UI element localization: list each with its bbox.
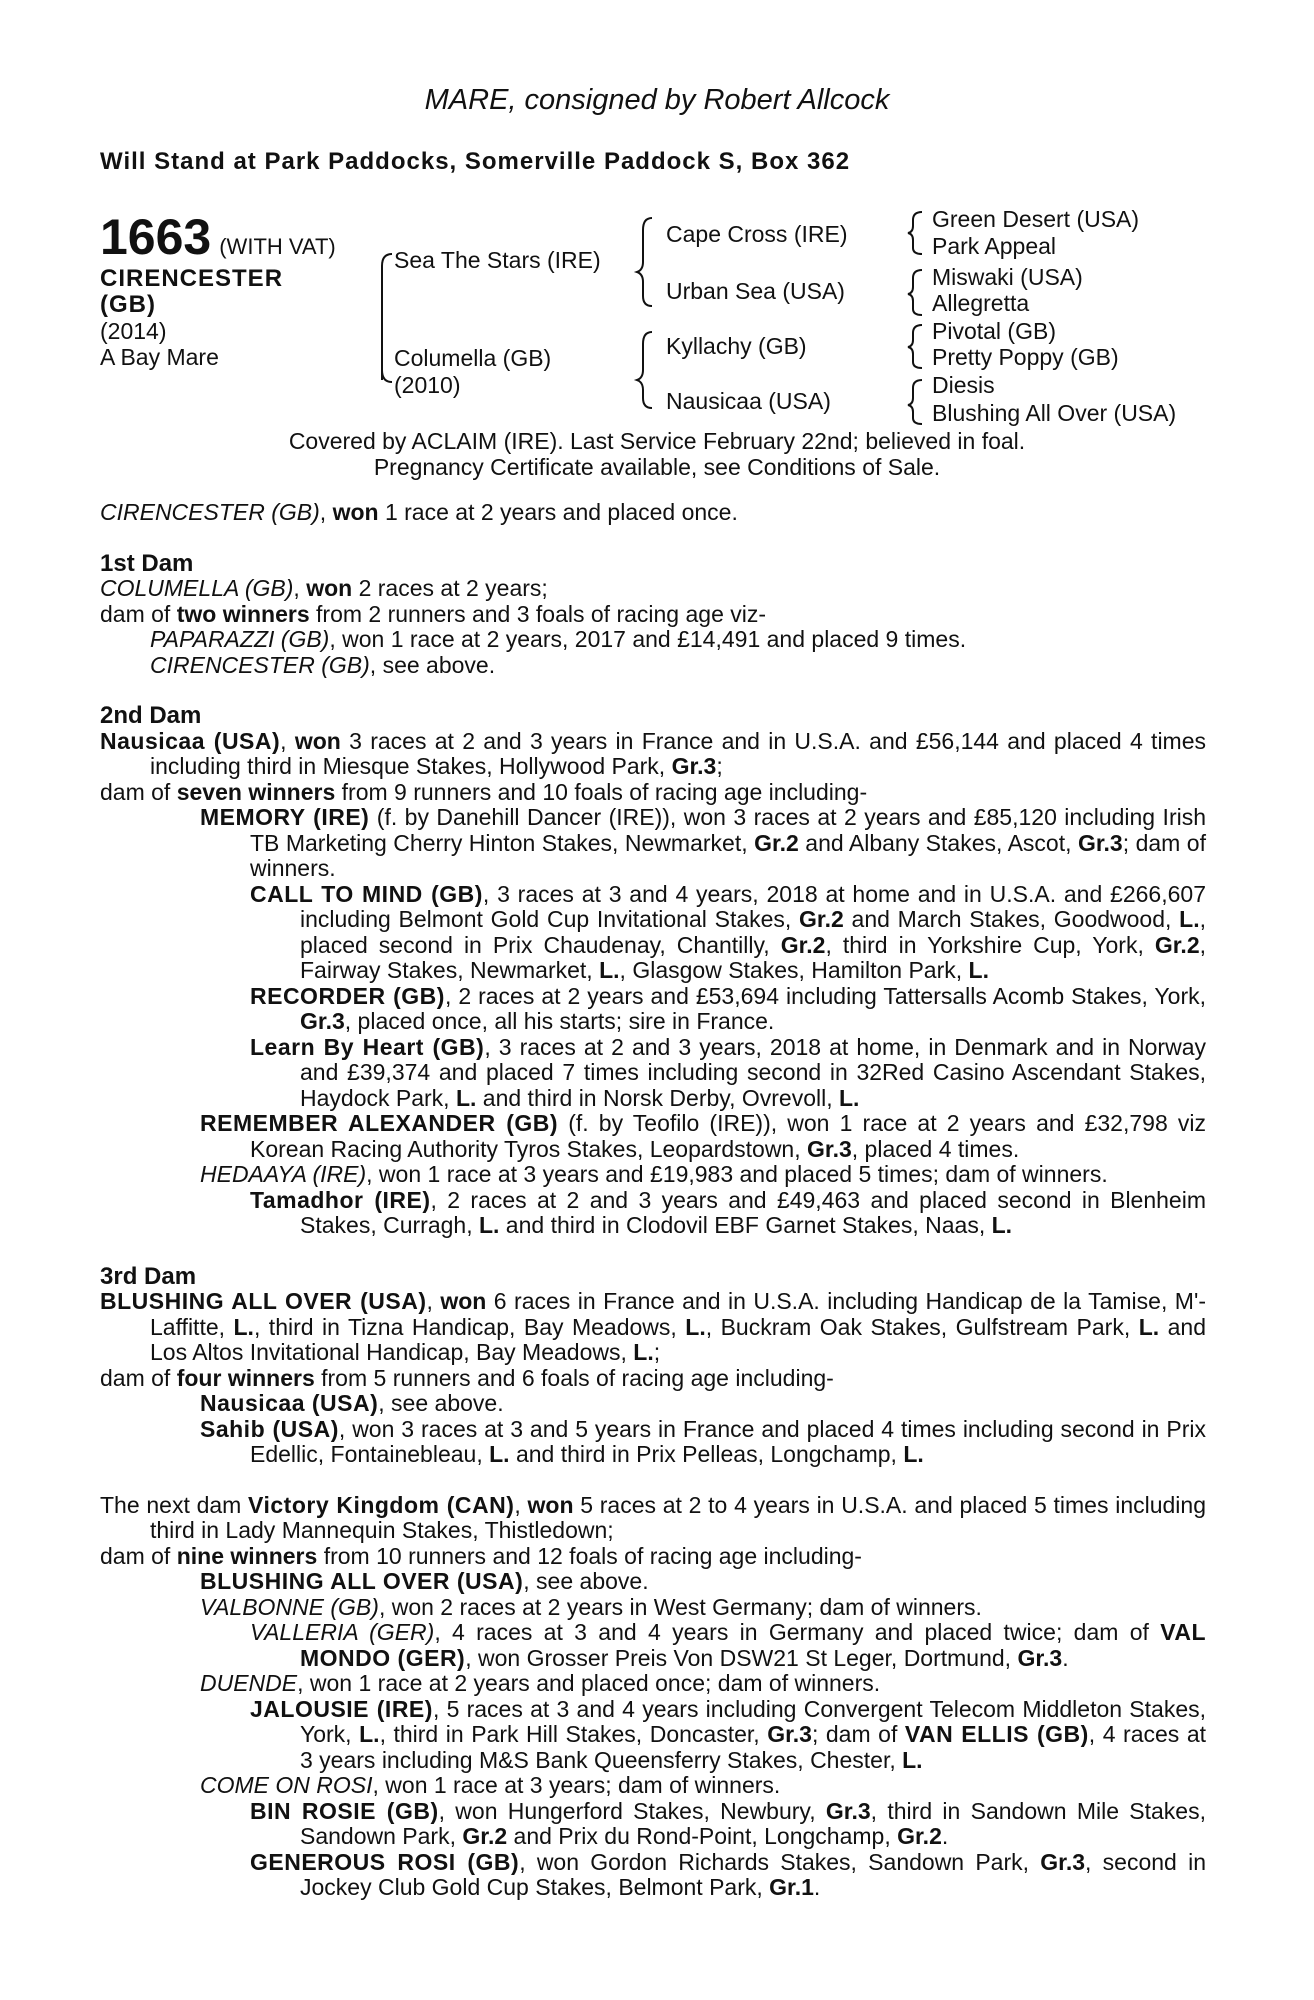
produce-name: HEDAAYA (IRE) [200, 1161, 367, 1187]
second-dam-name: Nausicaa (USA) [100, 727, 281, 754]
produce-text: ; dam of winners. [250, 829, 1206, 881]
produce-name: BIN ROSIE (GB) [250, 1797, 439, 1824]
produce-text: , won Gordon Richards Stakes, Sandown Park, [519, 1848, 1041, 1875]
produce-text: , won 1 race at 3 years; dam of winners. [372, 1772, 781, 1798]
catalogue-body [100, 500, 1206, 1901]
text-end: ; [716, 753, 723, 779]
first-dam-heading: 1st Dam [100, 549, 194, 577]
grade: L. [489, 1441, 510, 1467]
produce-name: MEMORY (IRE) [200, 804, 370, 830]
third-dam-text: , third in Tizna Handicap, Bay Meadows, [253, 1313, 686, 1340]
grade: Gr.3 [807, 1135, 852, 1162]
produce-entry [100, 1035, 1206, 1112]
grade: L. [903, 1441, 924, 1467]
produce-name: GENEROUS ROSI (GB) [250, 1848, 520, 1875]
brace-dam [637, 332, 652, 408]
produce-entry [100, 1697, 1206, 1774]
produce-name: BLUSHING ALL OVER (USA) [200, 1568, 524, 1594]
produce-entry [100, 1162, 1206, 1188]
produce-entry [100, 1111, 1206, 1162]
lot-number-value: 1663 [100, 209, 212, 265]
brace-sire-dam [382, 254, 392, 382]
produce-entry [100, 1850, 1206, 1901]
grade: Gr.2 [799, 906, 844, 932]
produce-text: , Fairway Stakes, Newmarket, [300, 931, 1207, 983]
produce-text: , third in Yorkshire Cup, York, [825, 931, 1155, 958]
produce-text: , 2 races at 2 and 3 years and £49,463 and placed second in Blenheim Stakes, Curragh, [300, 1186, 1206, 1238]
dam-of-winners: two winners [176, 600, 310, 627]
stand-location: Will Stand at Park Paddocks, Somerville Paddock S, Box 362 [100, 148, 851, 175]
produce-name: VAN ELLIS (GB) [904, 1721, 1089, 1747]
produce-text: , 4 races at 3 and 4 years in Germany and placed twice; dam of [434, 1619, 1161, 1645]
next-dam-text: 5 races at 2 to 4 years in U.S.A. and placed 5 times including third in Lady Mannequin Stakes, Thistledown; [150, 1491, 1206, 1543]
grade: L. [633, 1339, 654, 1365]
horse-name: CIRENCESTER [100, 265, 284, 292]
grade: Gr.2 [754, 829, 799, 856]
brace-ss [908, 212, 922, 254]
grade: L. [455, 1084, 477, 1111]
produce-text: , 4 races at 3 years including M&S Bank Queensferry Stakes, Chester, [300, 1721, 1206, 1773]
pedigree-sss: Green Desert (USA) [932, 206, 1140, 232]
grade: Gr.3 [1077, 829, 1123, 856]
produce-entry [100, 653, 1206, 679]
horse-description: A Bay Mare [100, 344, 219, 370]
produce-name: REMEMBER ALEXANDER (GB) [200, 1110, 559, 1136]
second-dam-produce [100, 780, 1206, 806]
grade: Gr.1 [769, 1874, 814, 1900]
dam-of-prefix: dam of [100, 600, 177, 627]
produce-text: , placed second in Prix Chaudenay, Chantilly, [300, 906, 1206, 958]
brace-dd [908, 380, 922, 424]
produce-text: , won Hungerford Stakes, Newbury, [438, 1797, 826, 1824]
pedigree-dss: Pivotal (GB) [932, 318, 1056, 344]
dam-of-winners: four winners [176, 1364, 315, 1391]
next-dam-prefix: The next dam [100, 1491, 249, 1518]
next-dam-won: won [527, 1491, 574, 1518]
grade: Gr.3 [767, 1721, 812, 1747]
pedigree-ssd: Park Appeal [932, 233, 1057, 259]
produce-entry [100, 1620, 1206, 1671]
produce-text: and third in Prix Pelleas, Longchamp, [509, 1441, 904, 1467]
produce-entry [100, 1671, 1206, 1697]
produce-text: , won 1 race at 2 years and placed once; dam of winners. [297, 1670, 881, 1696]
produce-entry [100, 1773, 1206, 1799]
produce-text: , won 1 race at 3 years and £19,983 and placed 5 times; dam of winners. [366, 1161, 1108, 1187]
record-text: 1 race at 2 years and placed once. [378, 499, 738, 525]
produce-text: , 5 races at 3 and 4 years including Convergent Telecom Middleton Stakes, York, [300, 1695, 1207, 1747]
produce-text: and Albany Stakes, Ascot, [798, 829, 1078, 856]
produce-text: , 3 races at 3 and 4 years, 2018 at home and in U.S.A. and £266,607 including Belmont Gold Cup Invitational Stakes, [300, 880, 1206, 932]
first-dam-won: won [306, 575, 353, 601]
produce-name: VALBONNE (GB) [200, 1593, 379, 1620]
produce-text: and Prix du Rond-Point, Longchamp, [507, 1823, 898, 1849]
produce-entry [100, 1569, 1206, 1595]
pedigree-sdd: Allegretta [932, 290, 1030, 316]
grade: Gr.3 [1040, 1848, 1086, 1875]
produce-name: Sahib (USA) [200, 1415, 339, 1442]
produce-name: DUENDE [200, 1670, 298, 1696]
vat-note: (WITH VAT) [219, 234, 336, 259]
produce-entry [100, 805, 1206, 882]
pedigree-dam-sire: Kyllachy (GB) [666, 333, 807, 359]
grade: Gr.2 [780, 931, 826, 958]
second-dam-won: won [294, 727, 341, 754]
produce-entry [100, 984, 1206, 1035]
produce-text: , won Grosser Preis Von DSW21 St Leger, Dortmund, [465, 1644, 1018, 1671]
produce-text: . [941, 1823, 949, 1849]
next-dam-name: Victory Kingdom (CAN) [248, 1491, 515, 1518]
brace-sire [637, 218, 652, 306]
pedigree-sire-sire: Cape Cross (IRE) [666, 221, 848, 247]
grade: Gr.3 [1017, 1644, 1063, 1671]
produce-text: and third in Norsk Derby, Ovrevoll, [476, 1084, 839, 1111]
second-dam-heading: 2nd Dam [100, 702, 202, 729]
produce-text: , placed once, all his starts; sire in France. [344, 1008, 775, 1034]
produce-entry [100, 1188, 1206, 1239]
grade: Gr.3 [671, 753, 717, 779]
produce-text: (f. by Danehill Dancer (IRE)), won 3 races at 2 years and £85,120 including Irish TB Marketing Cherry Hinton Stakes, Newmarket, [250, 804, 1207, 856]
produce-name: CALL TO MIND (GB) [250, 880, 483, 907]
grade: L. [233, 1313, 254, 1340]
third-dam-text: , Buckram Oak Stakes, Gulfstream Park, [705, 1313, 1139, 1340]
first-dam-produce [100, 602, 1206, 628]
produce-text: , placed 4 times. [851, 1135, 1020, 1162]
dam-of-suffix: from 9 runners and 10 foals of racing age including- [335, 778, 868, 805]
next-dam-record [100, 1493, 1206, 1544]
page-title: MARE, consigned by Robert Allcock [424, 84, 890, 116]
produce-text: , see above. [523, 1568, 649, 1594]
brace-sd [908, 270, 922, 315]
third-dam-text: and Los Altos Invitational Handicap, Bay Meadows, [150, 1313, 1206, 1365]
produce-name: Learn By Heart (GB) [250, 1033, 485, 1060]
produce-text: and third in Clodovil EBF Garnet Stakes, Naas, [499, 1212, 992, 1238]
dam-of-winners: seven winners [176, 778, 336, 805]
horse-year: (2014) [100, 318, 167, 344]
produce-text: , second in Jockey Club Gold Cup Stakes, Belmont Park, [300, 1848, 1207, 1900]
produce-entry [100, 1595, 1206, 1621]
produce-name: RECORDER (GB) [250, 982, 445, 1009]
pedigree-sire-dam: Urban Sea (USA) [666, 278, 845, 304]
brace-ds [908, 325, 922, 368]
produce-text: , third in Park Hill Stakes, Doncaster, [379, 1721, 768, 1747]
first-dam-name: COLUMELLA (GB) [100, 575, 294, 601]
horse-origin: (GB) [100, 291, 156, 318]
third-dam-name: BLUSHING ALL OVER (USA) [100, 1288, 427, 1314]
produce-entry [100, 1417, 1206, 1468]
sep: , [426, 1288, 441, 1314]
grade: Gr.3 [825, 1797, 871, 1824]
pedigree-dsd: Pretty Poppy (GB) [932, 344, 1119, 370]
third-dam-heading: 3rd Dam [100, 1262, 197, 1290]
produce-name: COME ON ROSI [200, 1772, 373, 1798]
third-dam-text: 6 races in France and in U.S.A. including Handicap de la Tamise, M'-Laffitte, [150, 1288, 1207, 1340]
grade: L. [1179, 906, 1200, 932]
produce-name: CIRENCESTER (GB) [150, 651, 370, 678]
first-dam-record: COLUMELLA (GB), won 2 races at 2 years; [100, 575, 548, 601]
grade: L. [599, 957, 620, 983]
produce-text: . [1062, 1644, 1069, 1671]
grade: L. [839, 1084, 860, 1111]
produce-text: , won 3 races at 3 and 5 years in France and placed 4 times including second in Prix Edellic, Fontainebleau, [250, 1415, 1206, 1467]
third-dam-won: won [440, 1288, 487, 1314]
grade: L. [902, 1746, 923, 1773]
dam-of-suffix: from 5 runners and 6 foals of racing age including- [314, 1364, 834, 1391]
produce-text: , see above. [369, 651, 496, 678]
grade: L. [1138, 1313, 1160, 1340]
dam-of-prefix: dam of [100, 1542, 177, 1569]
produce-name: JALOUSIE (IRE) [250, 1695, 433, 1722]
grade: L. [991, 1212, 1013, 1238]
pedigree-dam-year: (2010) [394, 372, 461, 398]
record-horse-name: CIRENCESTER (GB) [100, 499, 320, 525]
third-dam-text: ; [653, 1339, 661, 1365]
next-dam-produce [100, 1544, 1206, 1570]
produce-text: , 3 races at 2 and 3 years, 2018 at home, in Denmark and in Norway and £39,374 and placed 7 times including second in 32Red Casino Ascendant Stakes, Haydock Park, [300, 1033, 1206, 1111]
sep: , [280, 727, 295, 754]
produce-text: , third in Sandown Mile Stakes, Sandown Park, [300, 1797, 1206, 1849]
produce-entry [100, 1799, 1206, 1850]
pedigree-sds: Miswaki (USA) [932, 264, 1083, 290]
covered-note [0, 428, 1314, 480]
produce-name: Nausicaa (USA) [200, 1390, 379, 1416]
produce-name: VAL MONDO (GER) [300, 1619, 1207, 1671]
dam-of-winners: nine winners [176, 1542, 318, 1569]
second-dam-record [100, 729, 1206, 780]
grade: L. [359, 1721, 380, 1747]
produce-text: ; dam of [811, 1721, 905, 1747]
produce-name: VALLERIA (GER) [250, 1619, 435, 1645]
second-dam-text: 3 races at 2 and 3 years in France and in U.S.A. and £56,144 and placed 4 times including third in Miesque Stakes, Hollywood Park, [150, 727, 1206, 779]
produce-text: , 2 races at 2 years and £53,694 including Tattersalls Acomb Stakes, York, [444, 982, 1206, 1009]
grade: Gr.2 [897, 1823, 942, 1849]
produce-name: PAPARAZZI (GB) [150, 626, 330, 652]
third-dam-record [100, 1289, 1206, 1366]
dam-of-suffix: from 2 runners and 3 foals of racing age viz- [309, 600, 767, 627]
produce-entry [100, 627, 1206, 653]
grade: L. [478, 1212, 500, 1238]
covered-line: Covered by ACLAIM (IRE). Last Service February 22nd; believed in foal. [288, 428, 1026, 454]
produce-entry [100, 882, 1206, 984]
pregnancy-line: Pregnancy Certificate available, see Conditions of Sale. [373, 454, 941, 480]
produce-text: (f. by Teofilo (IRE)), won 1 race at 2 years and £32,798 viz Korean Racing Authority Tyros Stakes, Leopardstown, [250, 1110, 1206, 1162]
grade: L. [685, 1313, 706, 1340]
pedigree-sire: Sea The Stars (IRE) [394, 247, 601, 273]
produce-text: , won 1 race at 2 years, 2017 and £14,491 and placed 9 times. [329, 626, 967, 652]
produce-text: , see above. [378, 1390, 504, 1416]
race-record: CIRENCESTER (GB), won 1 race at 2 years and placed once. [100, 499, 738, 525]
produce-text: . [813, 1874, 821, 1900]
produce-text: , Glasgow Stakes, Hamilton Park, [619, 957, 969, 983]
dam-of-prefix: dam of [100, 1364, 177, 1391]
grade: Gr.2 [1154, 931, 1200, 958]
record-won: won [332, 499, 379, 525]
first-dam-text: 2 races at 2 years; [352, 575, 548, 601]
grade: L. [968, 957, 989, 983]
produce-text: and March Stakes, Goodwood, [843, 906, 1180, 932]
pedigree-dds: Diesis [932, 372, 995, 398]
grade: Gr.3 [300, 1008, 345, 1034]
produce-name: Tamadhor (IRE) [250, 1186, 431, 1213]
produce-entry [100, 1391, 1206, 1417]
dam-of-suffix: from 10 runners and 12 foals of racing age including- [317, 1542, 862, 1569]
third-dam-produce [100, 1366, 1206, 1392]
dam-of-prefix: dam of [100, 778, 177, 805]
pedigree-dam: Columella (GB) [394, 345, 552, 371]
pedigree-dam-dam: Nausicaa (USA) [666, 388, 831, 414]
grade: Gr.2 [462, 1823, 508, 1849]
produce-text: , won 2 races at 2 years in West Germany; dam of winners. [378, 1593, 982, 1620]
pedigree-ddd: Blushing All Over (USA) [932, 400, 1177, 426]
sep: , [514, 1491, 528, 1518]
